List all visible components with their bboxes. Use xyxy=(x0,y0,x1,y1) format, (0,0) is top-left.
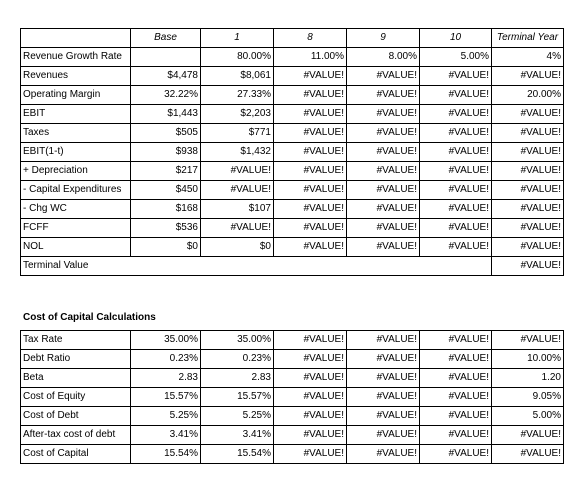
row-label-cell[interactable]: Beta xyxy=(21,369,131,388)
value-cell[interactable]: #VALUE! xyxy=(274,162,347,181)
value-cell[interactable]: #VALUE! xyxy=(201,219,274,238)
value-cell[interactable]: #VALUE! xyxy=(274,426,347,445)
terminal-value-cell[interactable]: #VALUE! xyxy=(492,257,564,276)
value-cell[interactable]: $217 xyxy=(131,162,201,181)
value-cell[interactable]: #VALUE! xyxy=(274,369,347,388)
value-cell[interactable]: 32.22% xyxy=(131,86,201,105)
value-cell[interactable]: #VALUE! xyxy=(347,331,420,350)
table-row xyxy=(21,200,564,219)
value-cell[interactable]: #VALUE! xyxy=(201,162,274,181)
value-cell[interactable]: #VALUE! xyxy=(420,181,492,200)
value-cell[interactable]: #VALUE! xyxy=(420,162,492,181)
value-cell[interactable]: #VALUE! xyxy=(274,350,347,369)
value-cell[interactable]: 1.20 xyxy=(492,369,564,388)
row-label-cell[interactable]: EBIT xyxy=(21,105,131,124)
table-row xyxy=(21,350,564,369)
value-cell[interactable]: 5.00% xyxy=(420,48,492,67)
value-cell[interactable]: #VALUE! xyxy=(492,143,564,162)
value-cell[interactable]: #VALUE! xyxy=(347,162,420,181)
table-row xyxy=(21,426,564,445)
value-cell[interactable]: 20.00% xyxy=(492,86,564,105)
value-cell[interactable]: #VALUE! xyxy=(420,388,492,407)
header-row xyxy=(21,29,564,48)
value-cell[interactable]: #VALUE! xyxy=(420,143,492,162)
row-label-cell[interactable]: NOL xyxy=(21,238,131,257)
value-cell[interactable]: 35.00% xyxy=(201,331,274,350)
value-cell[interactable]: #VALUE! xyxy=(420,426,492,445)
value-cell[interactable]: #VALUE! xyxy=(420,200,492,219)
header-cell[interactable]: 10 xyxy=(420,29,492,48)
value-cell[interactable]: 15.54% xyxy=(131,445,201,464)
value-cell[interactable]: #VALUE! xyxy=(347,407,420,426)
table-row xyxy=(21,143,564,162)
section-title: Cost of Capital Calculations xyxy=(23,312,156,323)
value-cell[interactable]: #VALUE! xyxy=(492,426,564,445)
row-label-cell[interactable]: Taxes xyxy=(21,124,131,143)
value-cell[interactable]: #VALUE! xyxy=(274,86,347,105)
value-cell[interactable]: #VALUE! xyxy=(492,445,564,464)
table-row xyxy=(21,331,564,350)
value-cell[interactable]: 3.41% xyxy=(201,426,274,445)
value-cell[interactable]: 2.83 xyxy=(201,369,274,388)
value-cell[interactable]: #VALUE! xyxy=(274,388,347,407)
terminal-value-label[interactable]: Terminal Value xyxy=(21,257,492,276)
table-row xyxy=(21,445,564,464)
value-cell[interactable]: 35.00% xyxy=(131,331,201,350)
value-cell[interactable]: #VALUE! xyxy=(420,369,492,388)
table-row xyxy=(21,162,564,181)
value-cell[interactable]: #VALUE! xyxy=(274,124,347,143)
value-cell[interactable]: #VALUE! xyxy=(347,445,420,464)
row-label-cell[interactable]: Cost of Capital xyxy=(21,445,131,464)
value-cell[interactable]: #VALUE! xyxy=(347,86,420,105)
value-cell[interactable]: 9.05% xyxy=(492,388,564,407)
value-cell[interactable]: $536 xyxy=(131,219,201,238)
value-cell[interactable]: #VALUE! xyxy=(347,67,420,86)
table-row xyxy=(21,86,564,105)
table-row xyxy=(21,407,564,426)
row-label-cell[interactable]: Operating Margin xyxy=(21,86,131,105)
row-label-cell[interactable]: Cost of Equity xyxy=(21,388,131,407)
value-cell[interactable]: #VALUE! xyxy=(420,350,492,369)
header-cell[interactable]: 8 xyxy=(274,29,347,48)
value-cell[interactable]: #VALUE! xyxy=(420,445,492,464)
value-cell[interactable]: #VALUE! xyxy=(274,67,347,86)
value-cell[interactable]: 80.00% xyxy=(201,48,274,67)
header-cell[interactable] xyxy=(21,29,131,48)
value-cell[interactable]: $4,478 xyxy=(131,67,201,86)
value-cell[interactable]: $0 xyxy=(201,238,274,257)
value-cell[interactable]: 5.25% xyxy=(131,407,201,426)
row-label-cell[interactable]: Cost of Debt xyxy=(21,407,131,426)
row-label-cell[interactable]: - Capital Expenditures xyxy=(21,181,131,200)
value-cell[interactable]: 11.00% xyxy=(274,48,347,67)
value-cell[interactable]: #VALUE! xyxy=(274,143,347,162)
value-cell[interactable]: 5.25% xyxy=(201,407,274,426)
value-cell[interactable]: #VALUE! xyxy=(492,331,564,350)
table-row xyxy=(21,124,564,143)
table-row xyxy=(21,219,564,238)
value-cell[interactable]: #VALUE! xyxy=(274,105,347,124)
value-cell[interactable]: $107 xyxy=(201,200,274,219)
value-cell[interactable]: #VALUE! xyxy=(347,426,420,445)
value-cell[interactable]: #VALUE! xyxy=(420,67,492,86)
value-cell[interactable]: 27.33% xyxy=(201,86,274,105)
table-row xyxy=(21,369,564,388)
value-cell[interactable]: #VALUE! xyxy=(420,219,492,238)
value-cell[interactable]: 10.00% xyxy=(492,350,564,369)
value-cell[interactable]: #VALUE! xyxy=(274,219,347,238)
value-cell[interactable]: 15.54% xyxy=(201,445,274,464)
value-cell[interactable]: #VALUE! xyxy=(347,219,420,238)
value-cell[interactable]: $771 xyxy=(201,124,274,143)
value-cell[interactable]: 3.41% xyxy=(131,426,201,445)
value-cell[interactable]: #VALUE! xyxy=(492,105,564,124)
value-cell[interactable]: #VALUE! xyxy=(347,388,420,407)
table-row xyxy=(21,181,564,200)
value-cell[interactable]: $1,443 xyxy=(131,105,201,124)
header-cell[interactable]: Terminal Year xyxy=(492,29,564,48)
value-cell[interactable]: #VALUE! xyxy=(492,238,564,257)
value-cell[interactable]: 5.00% xyxy=(492,407,564,426)
value-cell[interactable]: #VALUE! xyxy=(492,124,564,143)
value-cell[interactable]: $505 xyxy=(131,124,201,143)
value-cell[interactable] xyxy=(131,48,201,67)
value-cell[interactable]: #VALUE! xyxy=(492,219,564,238)
value-cell[interactable]: #VALUE! xyxy=(420,407,492,426)
value-cell[interactable]: #VALUE! xyxy=(347,369,420,388)
value-cell[interactable]: #VALUE! xyxy=(347,124,420,143)
header-cell[interactable]: Base xyxy=(131,29,201,48)
value-cell[interactable]: #VALUE! xyxy=(347,350,420,369)
row-label-cell[interactable]: Revenues xyxy=(21,67,131,86)
table-row xyxy=(21,105,564,124)
value-cell[interactable]: #VALUE! xyxy=(420,105,492,124)
header-cell[interactable]: 9 xyxy=(347,29,420,48)
value-cell[interactable]: #VALUE! xyxy=(274,238,347,257)
value-cell[interactable]: #VALUE! xyxy=(274,445,347,464)
cost-of-capital-table xyxy=(20,330,564,464)
value-cell[interactable]: #VALUE! xyxy=(274,181,347,200)
value-cell[interactable]: 4% xyxy=(492,48,564,67)
terminal-value-row xyxy=(21,257,564,276)
value-cell[interactable]: $168 xyxy=(131,200,201,219)
value-cell[interactable]: 8.00% xyxy=(347,48,420,67)
value-cell[interactable]: #VALUE! xyxy=(274,200,347,219)
value-cell[interactable]: $1,432 xyxy=(201,143,274,162)
row-label-cell[interactable]: FCFF xyxy=(21,219,131,238)
value-cell[interactable]: #VALUE! xyxy=(420,86,492,105)
valuation-table xyxy=(20,28,564,276)
value-cell[interactable]: #VALUE! xyxy=(347,200,420,219)
row-label-cell[interactable]: EBIT(1-t) xyxy=(21,143,131,162)
value-cell[interactable]: #VALUE! xyxy=(347,238,420,257)
value-cell[interactable]: 2.83 xyxy=(131,369,201,388)
table-row xyxy=(21,67,564,86)
value-cell[interactable]: #VALUE! xyxy=(492,181,564,200)
value-cell[interactable]: #VALUE! xyxy=(201,181,274,200)
value-cell[interactable]: 0.23% xyxy=(131,350,201,369)
table-row xyxy=(21,48,564,67)
header-cell[interactable]: 1 xyxy=(201,29,274,48)
value-cell[interactable]: #VALUE! xyxy=(347,143,420,162)
value-cell[interactable]: #VALUE! xyxy=(347,181,420,200)
value-cell[interactable]: 15.57% xyxy=(131,388,201,407)
value-cell[interactable]: #VALUE! xyxy=(492,200,564,219)
row-label-cell[interactable]: After-tax cost of debt xyxy=(21,426,131,445)
table-row xyxy=(21,238,564,257)
value-cell[interactable]: $450 xyxy=(131,181,201,200)
row-label-cell[interactable]: - Chg WC xyxy=(21,200,131,219)
value-cell[interactable]: #VALUE! xyxy=(274,407,347,426)
value-cell[interactable]: $938 xyxy=(131,143,201,162)
value-cell[interactable]: #VALUE! xyxy=(420,331,492,350)
row-label-cell[interactable]: Tax Rate xyxy=(21,331,131,350)
value-cell[interactable]: 0.23% xyxy=(201,350,274,369)
value-cell[interactable]: $8,061 xyxy=(201,67,274,86)
table-row xyxy=(21,388,564,407)
value-cell[interactable]: 15.57% xyxy=(201,388,274,407)
row-label-cell[interactable]: Revenue Growth Rate xyxy=(21,48,131,67)
value-cell[interactable]: $0 xyxy=(131,238,201,257)
row-label-cell[interactable]: + Depreciation xyxy=(21,162,131,181)
row-label-cell[interactable]: Debt Ratio xyxy=(21,350,131,369)
value-cell[interactable]: #VALUE! xyxy=(492,162,564,181)
value-cell[interactable]: #VALUE! xyxy=(420,124,492,143)
value-cell[interactable]: #VALUE! xyxy=(347,105,420,124)
value-cell[interactable]: #VALUE! xyxy=(274,331,347,350)
value-cell[interactable]: $2,203 xyxy=(201,105,274,124)
value-cell[interactable]: #VALUE! xyxy=(420,238,492,257)
value-cell[interactable]: #VALUE! xyxy=(492,67,564,86)
